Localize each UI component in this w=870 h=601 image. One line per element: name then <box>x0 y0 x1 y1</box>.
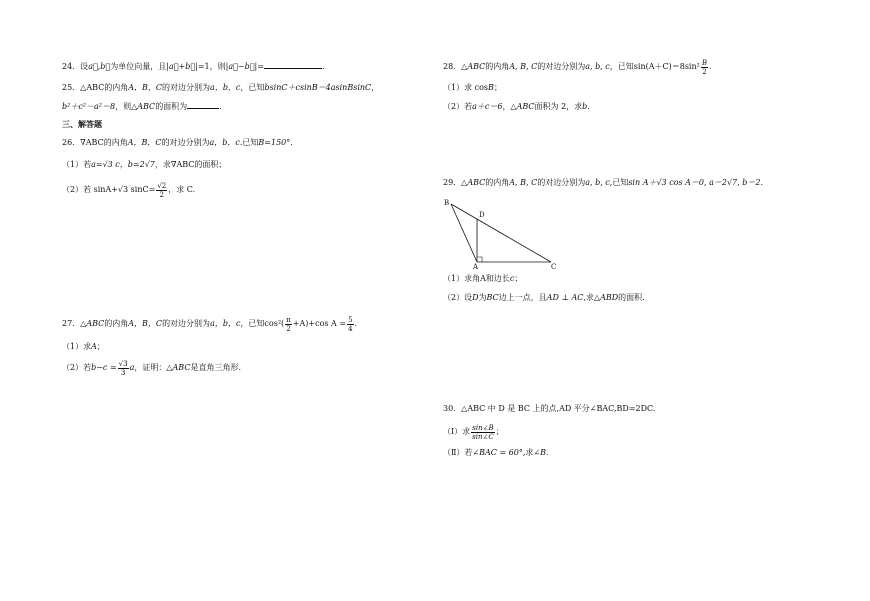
segment-ba <box>451 204 477 262</box>
section-heading: 三、解答题 <box>62 120 102 129</box>
question-26-part1: （1）若a=√3 c，b=2√7，求∇ABC的面积； <box>62 160 227 169</box>
question-25-line1: 25．△ABC的内角A，B，C的对边分别为a，b，c，已知bsinC＋csinB＝4asinBsinC， <box>62 83 380 92</box>
question-24: 24．设a⃗,b⃗为单位向量，且|a⃗+b⃗|=1，则|a⃗−b⃗|= . <box>62 62 325 71</box>
question-29-part2: （2）设D为BC边上一点，且AD ⊥ AC,求△ABD的面积. <box>443 293 645 302</box>
fraction: $\frac{\pi}{2}$ <box>286 315 291 333</box>
label-c: C <box>551 263 557 270</box>
question-28-line1: 28．△ABC的内角A, B, C的对边分别为a, b, c，已知sin(A＋C)＝8sin² $\frac{B}{2}$ . <box>443 58 712 76</box>
label-a: A <box>473 263 479 270</box>
question-30-line1: 30．△ABC 中 D 是 BC 上的点,AD 平分∠BAC,BD=2DC. <box>443 404 656 413</box>
question-26-part2: （2）若 sinA+√3 sinC= $\frac{√2}{2}$ ，求 C. <box>62 181 196 199</box>
question-30-part2: （Ⅱ）若∠BAC = 60°,求∠B. <box>443 448 549 457</box>
fraction: $\frac{\sin\angle B}{\sin\angle C}$ <box>472 423 494 441</box>
fraction: $\frac{5}{4}$ <box>348 315 353 333</box>
segment-bc <box>451 204 551 262</box>
fraction: $\frac{B}{2}$ <box>701 58 708 76</box>
question-30-part1: （Ⅰ）求 $\frac{\sin\angle B}{\sin\angle C}$ ； <box>443 423 504 441</box>
right-angle-mark <box>477 257 482 262</box>
answer-blank <box>187 100 219 109</box>
question-27-line1: 27．△ABC的内角A，B，C的对边分别为a，b，c，已知cos²( $\frac{\pi}{2}$ +A)+cos A = $\frac{5}{4}$ . <box>62 315 358 333</box>
question-29-line1: 29．△ABC的内角A, B, C的对边分别为a, b, c,已知sin A＋√3 cos A＝0, a＝2√7, b＝2. <box>443 178 763 187</box>
label-b: B <box>444 199 450 207</box>
fraction: $\frac{√2}{2}$ <box>157 181 167 199</box>
label-d: D <box>479 211 485 219</box>
triangle-figure <box>443 196 563 270</box>
question-29-part1: （1）求角A和边长c； <box>443 274 523 283</box>
question-26-line1: 26．∇ABC的内角A，B，C的对边分别为a，b，c.已知B=150°. <box>62 138 293 147</box>
question-27-part2: （2）若b−c = $\frac{√3}{3}$ a，证明：△ABC是直角三角形. <box>62 359 241 377</box>
question-28-part1: （1）求 cosB； <box>443 83 502 92</box>
question-25-line2: b²＋c²－a²＝8，则△ABC的面积为 ． <box>62 102 228 111</box>
question-28-part2: （2）若a＋c＝6，△ABC面积为 2，求b. <box>443 102 590 111</box>
answer-blank <box>264 60 322 69</box>
question-27-part1: （1）求A； <box>62 342 105 351</box>
fraction: $\frac{√3}{3}$ <box>118 359 128 377</box>
